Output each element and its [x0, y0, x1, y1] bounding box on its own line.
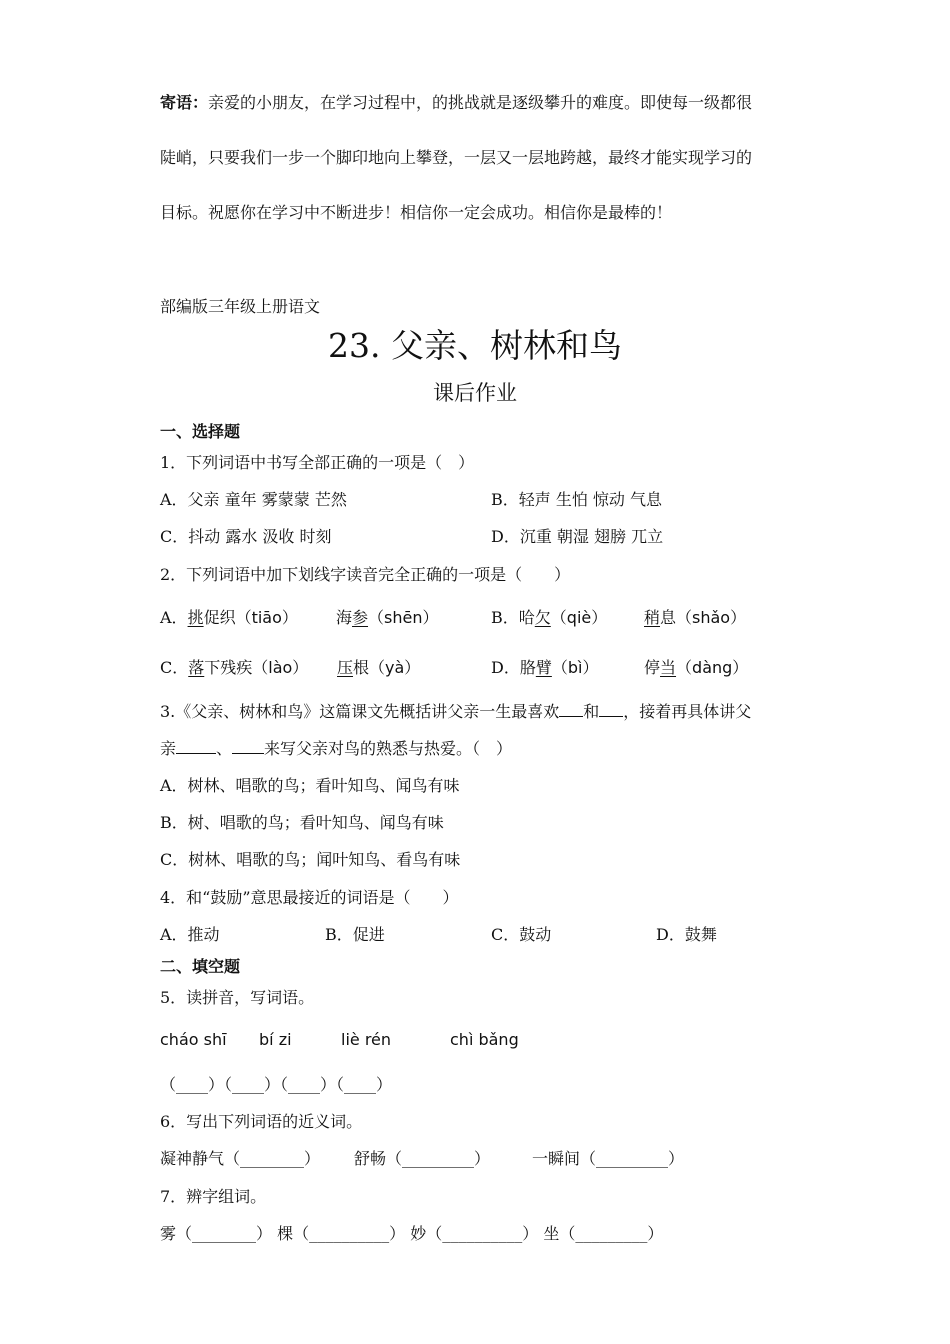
q3-blank-2 [599, 702, 623, 717]
section-heading-choice: 一、选择题 [160, 422, 241, 441]
q3-stem-line-2 [160, 736, 512, 759]
q2-option-d2 [644, 655, 748, 678]
q2-b2-underlined: 稍 [644, 608, 661, 627]
q7-word-2: 棵（__________） [277, 1224, 406, 1243]
q2-d1-underlined: 臂 [535, 658, 552, 677]
q2-c2-underlined: 压 [337, 658, 354, 677]
q7-word-1: 雾（________） [160, 1224, 273, 1243]
q2-c2-rest: 根（yà） [353, 658, 421, 677]
q3-stem-part-3: ，接着再具体讲父 [623, 702, 752, 721]
q1-option-c: C．抖动 露水 汲收 时刻 [160, 527, 332, 546]
q4-option-c: C．鼓动 [491, 925, 552, 944]
page-title: 23. 父亲、树林和鸟 [328, 326, 622, 365]
q2-b1-underlined: 欠 [534, 608, 551, 627]
q1-option-d: D．沉重 朝湿 翅膀 兀立 [491, 527, 664, 546]
q5-pinyin-2: bí zi [259, 1030, 292, 1049]
q2-a1-underlined: 挑 [187, 608, 204, 627]
q3-stem-part-5: 、 [216, 739, 233, 758]
q5-stem: 5．读拼音，写词语。 [160, 988, 315, 1007]
q2-d2-prefix: 停 [644, 658, 661, 677]
q2-a-prefix: A． [160, 608, 188, 627]
q5-answer-blanks: （____）（____）（____）（____） [160, 1075, 393, 1094]
q2-d-prefix: D．胳 [491, 658, 536, 677]
q2-a2-underlined: 参 [352, 608, 369, 627]
q2-stem: 2．下列词语中加下划线字读音完全正确的一项是（ ） [160, 565, 571, 584]
edition-label: 部编版三年级上册语文 [160, 297, 321, 316]
q4-option-b: B．促进 [325, 925, 385, 944]
q3-blank-1 [559, 702, 583, 717]
q6-word-3: 一瞬间（_________） [532, 1149, 685, 1168]
q2-d2-rest: （dàng） [676, 658, 749, 677]
q2-c1-rest: 下残疾（lào） [204, 658, 309, 677]
q5-pinyin-4: chì bǎng [450, 1030, 519, 1049]
q2-option-b2 [644, 605, 746, 628]
q3-stem-part-1: 3.《父亲、树林和鸟》这篇课文先概括讲父亲一生最喜欢 [160, 702, 560, 721]
page-subtitle: 课后作业 [433, 381, 517, 405]
message-line-1 [160, 90, 752, 113]
message-line-2: 陡峭，只要我们一步一个脚印地向上攀登，一层又一层地跨越，最终才能实现学习的 [160, 148, 753, 167]
q6-word-1: 凝神静气（________） [160, 1149, 321, 1168]
q3-stem-line-1 [160, 699, 751, 722]
q3-stem-part-6: 来写父亲对鸟的熟悉与热爱。（ ） [264, 739, 513, 758]
q3-option-a: A．树林、唱歌的鸟；看叶知鸟、闻鸟有味 [160, 776, 460, 795]
q6-word-2: 舒畅（_________） [354, 1149, 491, 1168]
q2-a1-rest: 促织（tiāo） [203, 608, 298, 627]
q3-stem-part-4: 亲 [160, 739, 177, 758]
q7-word-3: 妙（__________） [410, 1224, 539, 1243]
q4-option-d: D．鼓舞 [656, 925, 717, 944]
q2-option-c2 [337, 655, 420, 678]
q6-stem: 6．写出下列词语的近义词。 [160, 1112, 363, 1131]
q3-blank-3 [176, 739, 216, 754]
q2-b1-rest: （qiè） [550, 608, 608, 627]
q2-option-b1 [491, 605, 607, 628]
message-label: 寄语： [160, 93, 209, 112]
q2-d2-underlined: 当 [660, 658, 677, 677]
q1-option-b: B．轻声 生怕 惊动 气息 [491, 490, 663, 509]
q4-stem: 4．和“鼓励”意思最接近的词语是（ ） [160, 888, 459, 907]
q2-option-c1 [160, 655, 308, 678]
q3-blank-4 [232, 739, 264, 754]
section-heading-fill: 二、填空题 [160, 957, 241, 976]
q2-a2-prefix: 海 [336, 608, 353, 627]
q7-group [160, 1221, 663, 1244]
q2-a2-rest: （shēn） [368, 608, 439, 627]
q3-option-b: B．树、唱歌的鸟；看叶知鸟、闻鸟有味 [160, 813, 444, 832]
q2-b2-rest: 息（shǎo） [660, 608, 747, 627]
q2-option-a2 [336, 605, 439, 628]
q1-option-a: A．父亲 童年 雾蒙蒙 芒然 [160, 490, 347, 509]
q2-c-prefix: C． [160, 658, 189, 677]
message-text-1: 亲爱的小朋友，在学习过程中，的挑战就是逐级攀升的难度。即使每一级都很 [208, 93, 753, 112]
q3-stem-part-2: 和 [583, 702, 600, 721]
q2-c1-underlined: 落 [188, 658, 205, 677]
q2-b-prefix: B．哈 [491, 608, 535, 627]
q7-word-4: 坐（_________） [543, 1224, 664, 1243]
q2-d1-rest: （bì） [551, 658, 599, 677]
q2-option-a1 [160, 605, 298, 628]
q5-pinyin-1: cháo shī [160, 1030, 227, 1049]
q1-stem: 1．下列词语中书写全部正确的一项是（ ） [160, 453, 475, 472]
q4-option-a: A．推动 [160, 925, 220, 944]
q7-stem: 7．辨字组词。 [160, 1187, 267, 1206]
q5-pinyin-3: liè rén [341, 1030, 392, 1049]
q2-option-d1 [491, 655, 598, 678]
message-line-3: 目标。祝愿你在学习中不断进步！相信你一定会成功。相信你是最棒的！ [160, 203, 673, 222]
q3-option-c: C．树林、唱歌的鸟；闻叶知鸟、看鸟有味 [160, 850, 461, 869]
